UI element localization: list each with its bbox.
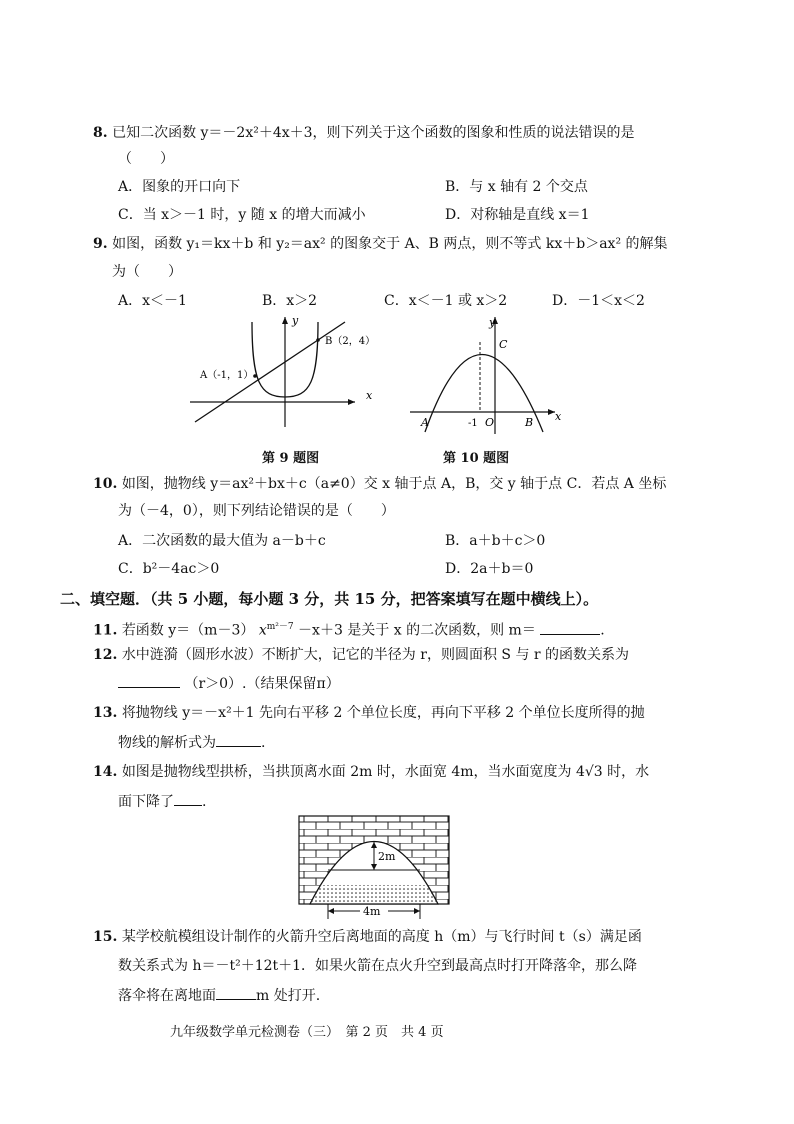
q11-answer-blank[interactable] (540, 621, 600, 635)
q11-end: . (600, 622, 605, 639)
q13-line2b: . (261, 735, 266, 751)
q15-answer-blank[interactable] (216, 986, 256, 1000)
q13 (93, 704, 645, 722)
q12-line2: （r＞0）.（结果保留π） (184, 676, 340, 692)
fig10-point-a: A (421, 416, 429, 429)
q15 (93, 928, 642, 946)
q9-stem: 如图，函数 y₁＝kx＋b 和 y₂＝ax² 的图象交于 A、B 两点，则不等式 kx＋b＞ax² 的解集 (112, 236, 668, 252)
q15-line2: 数关系式为 h＝－t²＋12t＋1．如果火箭在点火升空到最高点时打开降落伞，那么降 (118, 958, 638, 974)
q9-number: 9. (93, 236, 108, 252)
q10 (93, 475, 666, 493)
q14-number: 14. (93, 764, 118, 780)
fig10-minus-one: -1 (468, 418, 478, 429)
q9-option-c: C．x＜－1 或 x＞2 (384, 293, 508, 309)
fig9-point-a: A（-1，1） (200, 370, 254, 381)
q8 (93, 124, 635, 142)
section2-title: 二、填空题．（共 5 小题，每小题 3 分，共 15 分，把答案填写在题中横线上）。 (60, 590, 599, 608)
q11-text-a: 若函数 y＝（m－3） (121, 622, 255, 639)
q12-line1: 水中涟漪（圆形水波）不断扩大，记它的半径为 r，则圆面积 S 与 r 的函数关系为 (121, 647, 630, 663)
q10-stem2: 为（－4，0），则下列结论错误的是（ ） (118, 503, 395, 519)
q14-line2b: . (202, 794, 207, 810)
q9-option-b: B．x＞2 (262, 293, 318, 309)
q10-option-a: A．二次函数的最大值为 a－b＋c (118, 533, 326, 549)
q9-stem2: 为（ ） (112, 264, 182, 280)
q11 (93, 618, 605, 640)
fig10-point-b: B (525, 416, 534, 429)
q12-line2-row (118, 674, 340, 693)
q13-line2a: 物线的解析式为 (118, 735, 216, 751)
q15-line3-row (118, 986, 320, 1005)
q11-base: x (258, 622, 267, 639)
q15-line3b: m 处打开. (256, 988, 321, 1004)
q8-number: 8. (93, 125, 108, 141)
q15-line1: 某学校航模组设计制作的火箭升空后离地面的高度 h（m）与飞行时间 t（s）满足函 (121, 929, 642, 945)
q8-option-c: C．当 x＞－1 时，y 随 x 的增大而减小 (118, 207, 366, 223)
page-footer: 九年级数学单元检测卷（三） 第 2 页 共 4 页 (170, 1025, 444, 1040)
q13-answer-blank[interactable] (216, 733, 261, 747)
q12-number: 12. (93, 647, 118, 663)
q14-line1: 如图是抛物线型拱桥，当拱顶离水面 2m 时，水面宽 4m，当水面宽度为 4√3 时，水 (121, 764, 650, 780)
q14 (93, 763, 649, 781)
q13-line2-row (118, 733, 265, 752)
q10-option-d: D．2a＋b＝0 (445, 561, 534, 577)
fig9-x-label: x (366, 389, 373, 402)
fig14-width-label: 4m (363, 905, 381, 918)
figure-10 (405, 312, 575, 437)
fig14-height-label: 2m (378, 850, 396, 863)
fig9-point-b: B（2，4） (325, 336, 376, 347)
q9-option-a: A．x＜－1 (118, 293, 187, 309)
q8-option-d: D．对称轴是直线 x＝1 (445, 207, 590, 223)
fig10-x-label: x (555, 410, 562, 423)
q9-caption: 第 9 题图 (262, 451, 320, 466)
q10-option-c: C．b²－4ac＞0 (118, 561, 220, 577)
fig10-origin: O (485, 416, 495, 429)
q14-line2a: 面下降了 (118, 794, 174, 810)
q15-number: 15. (93, 929, 118, 945)
fig9-y-label: y (292, 314, 299, 327)
fig10-point-c: C (499, 338, 508, 351)
q11-text-b: －x＋3 是关于 x 的二次函数，则 m＝ (298, 622, 536, 639)
q11-exp: m²－7 (266, 622, 294, 632)
q13-number: 13. (93, 705, 118, 721)
figure-9 (180, 312, 380, 432)
q10-stem: 如图，抛物线 y＝ax²＋bx＋c（a≠0）交 x 轴于点 A，B，交 y 轴于点 C．若点 A 坐标 (121, 476, 667, 492)
q8-option-b: B．与 x 轴有 2 个交点 (445, 179, 588, 195)
q8-stem: 已知二次函数 y＝－2x²＋4x＋3，则下列关于这个函数的图象和性质的说法错误的是 (112, 125, 635, 141)
q14-line2-row (118, 792, 206, 811)
fig10-y-label: y (489, 316, 496, 329)
figure-14-arch-bridge (298, 815, 450, 923)
q12-answer-blank[interactable] (118, 674, 180, 688)
q15-line3a: 落伞将在离地面 (118, 988, 216, 1004)
q10-option-b: B．a＋b＋c＞0 (445, 533, 546, 549)
q10-number: 10. (93, 476, 118, 492)
q10-caption: 第 10 题图 (443, 451, 510, 466)
q9 (93, 235, 668, 253)
q8-paren: （ ） (118, 151, 174, 167)
q9-option-d: D．－1＜x＜2 (552, 293, 645, 309)
q13-line1: 将抛物线 y＝－x²＋1 先向右平移 2 个单位长度，再向下平移 2 个单位长度所得的抛 (121, 705, 645, 721)
q12 (93, 646, 629, 664)
q11-number: 11. (93, 622, 118, 639)
q8-option-a: A．图象的开口向下 (118, 179, 241, 195)
q14-answer-blank[interactable] (174, 792, 202, 806)
